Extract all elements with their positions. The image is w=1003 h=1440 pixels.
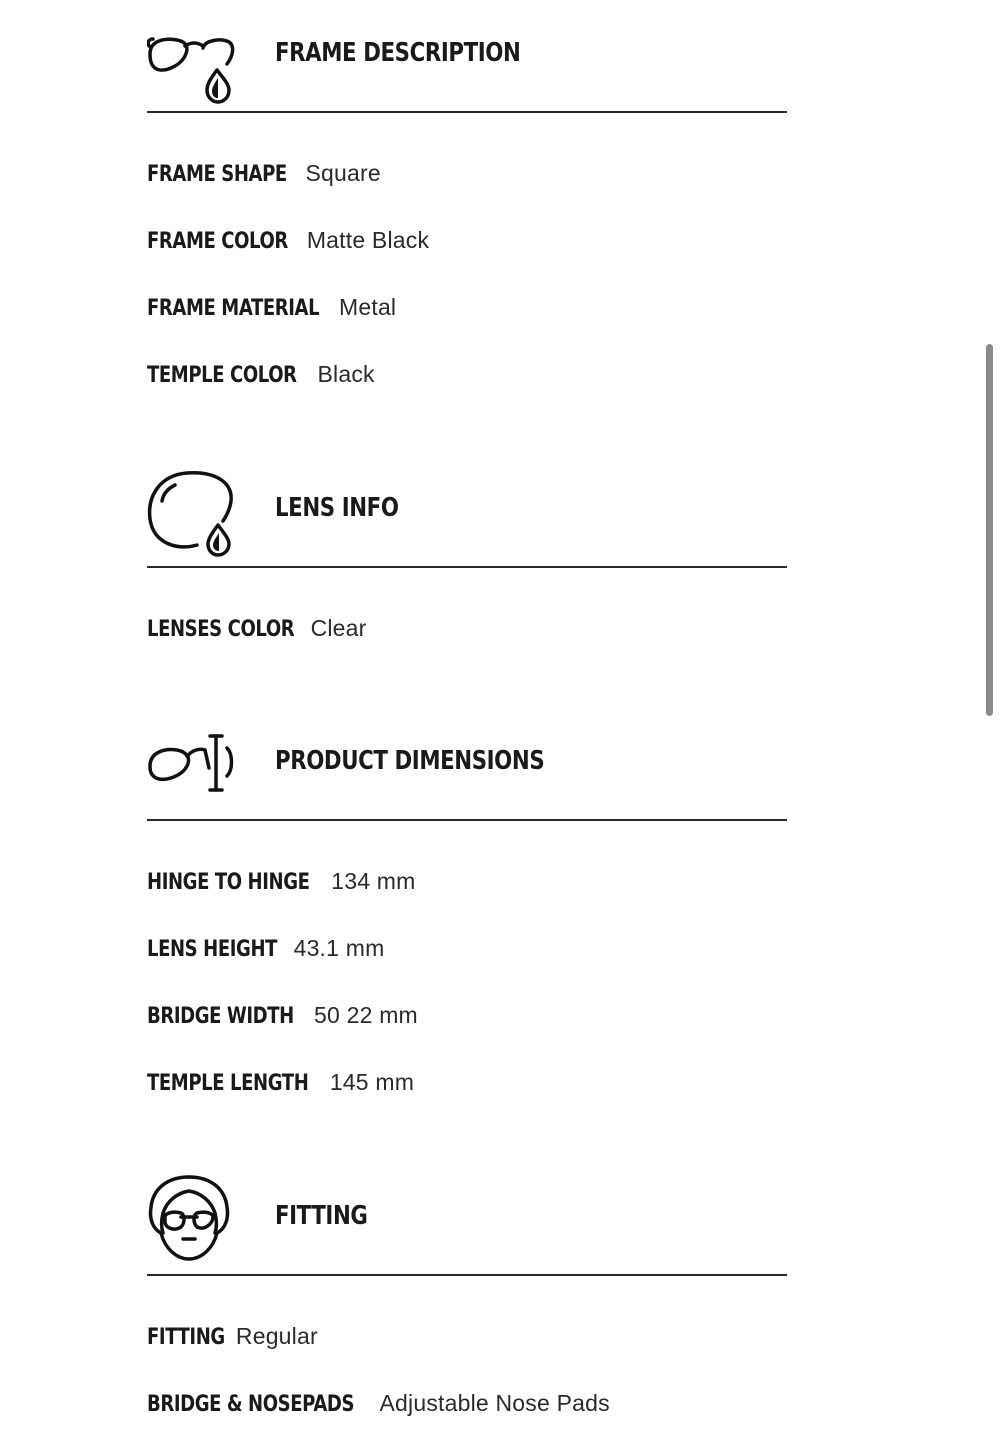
attribute-label: LENS HEIGHT	[147, 937, 278, 962]
section-divider	[147, 1274, 787, 1276]
attribute-label: FRAME COLOR	[147, 229, 288, 254]
temple-color-row	[147, 361, 375, 388]
attribute-value: 43.1 mm	[293, 935, 385, 961]
attribute-label: FITTING	[147, 1325, 225, 1350]
attribute-label: BRIDGE & NOSEPADS	[147, 1392, 355, 1417]
hinge-to-hinge-row	[147, 868, 416, 895]
fitting-section	[147, 1163, 787, 1440]
temple-length-row	[147, 1069, 414, 1096]
attribute-value: Square	[305, 160, 381, 186]
scrollbar-thumb[interactable]	[986, 344, 993, 716]
section-title: LENS INFO	[275, 493, 399, 523]
frame-material-row	[147, 294, 396, 321]
glasses-measure-icon	[147, 732, 237, 822]
attribute-label: TEMPLE LENGTH	[147, 1071, 309, 1096]
bridge-nosepads-row	[147, 1390, 610, 1417]
section-title: PRODUCT DIMENSIONS	[275, 746, 545, 776]
lens-drop-icon	[147, 469, 237, 559]
lenses-color-row	[147, 615, 367, 642]
glasses-drop-icon	[147, 26, 237, 116]
face-glasses-icon	[147, 1173, 237, 1263]
section-title: FRAME DESCRIPTION	[275, 38, 521, 68]
fitting-row	[147, 1323, 318, 1350]
attribute-label: FRAME SHAPE	[147, 162, 287, 187]
frame-shape-row	[147, 160, 381, 187]
attribute-label: BRIDGE WIDTH	[147, 1004, 294, 1029]
lens-height-row	[147, 935, 384, 962]
bridge-width-row	[147, 1002, 418, 1029]
frame-color-row	[147, 227, 429, 254]
product-dimensions-section	[147, 708, 787, 1128]
attribute-value: 145 mm	[329, 1069, 415, 1095]
attribute-label: FRAME MATERIAL	[147, 296, 320, 321]
attribute-label: TEMPLE COLOR	[147, 363, 297, 388]
attribute-value: 50 22 mm	[314, 1002, 418, 1028]
section-title: FITTING	[275, 1201, 368, 1231]
attribute-value: Regular	[235, 1323, 318, 1349]
attribute-value: Matte Black	[306, 227, 430, 253]
attribute-value: 134 mm	[331, 868, 416, 894]
attribute-value: Clear	[310, 615, 367, 641]
frame-description-section	[147, 0, 787, 420]
attribute-value: Black	[317, 361, 375, 387]
section-divider	[147, 819, 787, 821]
lens-info-section	[147, 455, 787, 685]
attribute-label: HINGE TO HINGE	[147, 870, 310, 895]
attribute-value: Adjustable Nose Pads	[379, 1390, 610, 1416]
attribute-value: Metal	[339, 294, 397, 320]
section-divider	[147, 566, 787, 568]
attribute-label: LENSES COLOR	[147, 617, 295, 642]
section-divider	[147, 111, 787, 113]
